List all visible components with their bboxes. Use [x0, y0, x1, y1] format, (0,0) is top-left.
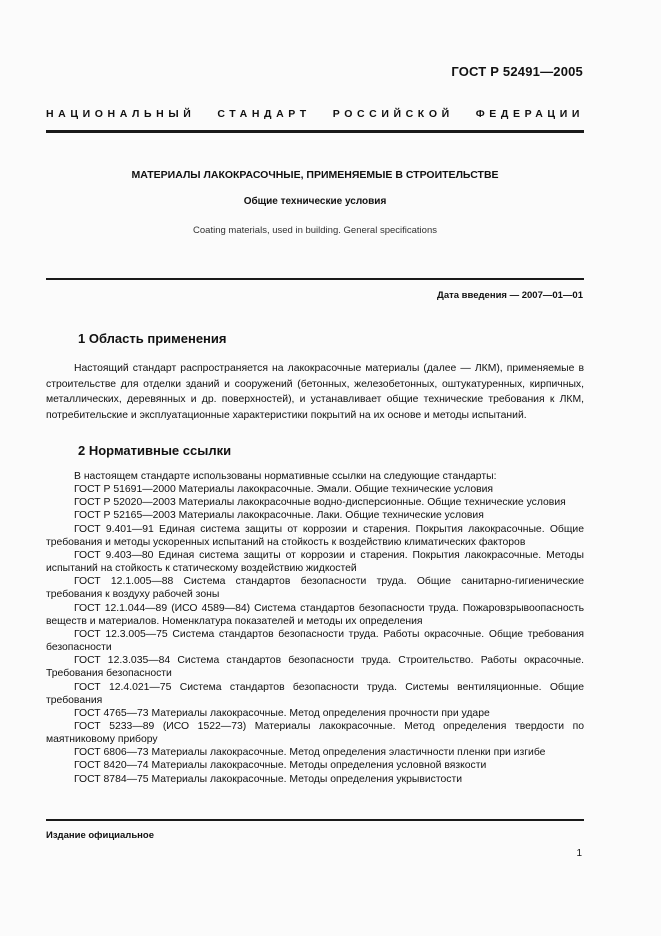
reference-item: ГОСТ 12.1.044—89 (ИСО 4589—84) Система стандартов безопасности труда. Пожаровзрывоопасность веществ и материалов. Номенклатура показателей и методы их определения — [46, 602, 584, 627]
section-1-text: Настоящий стандарт распространяется на лакокрасочные материалы (далее — ЛКМ), применяемые в строительстве для отделки зданий и сооружений (бетонных, железобетонных, оштукатуренных, кирпичных, металлических, деревянных и др. поверхностей), и устанавливает общие технические требования к ЛКМ, потребительские и эксплуатационные характеристики покрытий на их основе и методы испытаний. — [46, 363, 584, 421]
normative-references — [46, 470, 584, 786]
reference-item: ГОСТ 12.1.005—88 Система стандартов безопасности труда. Общие санитарно-гигиенические требования к воздуху рабочей зоны — [46, 576, 584, 601]
document-code: ГОСТ Р 52491—2005 — [451, 64, 583, 79]
reference-item: ГОСТ 4765—73 Материалы лакокрасочные. Метод определения прочности при ударе — [74, 707, 490, 719]
reference-item: ГОСТ 12.4.021—75 Система стандартов безопасности труда. Системы вентиляционные. Общие требования — [46, 681, 584, 706]
reference-item: ГОСТ 5233—89 (ИСО 1522—73) Материалы лакокрасочные. Метод определения твердости по маятниковому прибору — [46, 720, 584, 746]
introduction-date: Дата введения — 2007—01—01 — [437, 290, 583, 301]
reference-item: ГОСТ 9.401—91 Единая система защиты от коррозии и старения. Покрытия лакокрасочные. Общие требования и методы ускоренных испытаний на стойкость к воздействию климатических факторов — [46, 523, 584, 548]
document-title: МАТЕРИАЛЫ ЛАКОКРАСОЧНЫЕ, ПРИМЕНЯЕМЫЕ В СТРОИТЕЛЬСТВЕ — [131, 169, 499, 181]
footer-divider — [46, 819, 584, 821]
page-number: 1 — [576, 848, 582, 859]
references-intro: В настоящем стандарте использованы нормативные ссылки на следующие стандарты: — [74, 471, 497, 482]
reference-item: ГОСТ 6806—73 Материалы лакокрасочные. Метод определения эластичности пленки при изгибе — [74, 747, 546, 759]
header-divider — [46, 130, 584, 133]
section-2-heading: 2 Нормативные ссылки — [78, 443, 232, 458]
section-1-heading: 1 Область применения — [78, 331, 227, 346]
standard-banner: НАЦИОНАЛЬНЫЙ СТАНДАРТ РОССИЙСКОЙ ФЕДЕРАЦИИ — [46, 108, 584, 120]
reference-item: ГОСТ Р 52165—2003 Материалы лакокрасочные. Лаки. Общие технические условия — [74, 510, 484, 522]
title-divider — [46, 278, 584, 280]
reference-item: ГОСТ 8420—74 Материалы лакокрасочные. Методы определения условной вязкости — [74, 760, 487, 772]
reference-item: ГОСТ 12.3.005—75 Система стандартов безопасности труда. Работы окрасочные. Общие требования безопасности — [46, 628, 584, 654]
reference-item: ГОСТ Р 52020—2003 Материалы лакокрасочные водно-дисперсионные. Общие технические условия — [74, 497, 566, 509]
reference-item: ГОСТ 8784—75 Материалы лакокрасочные. Методы определения укрывистости — [74, 773, 463, 785]
english-title: Coating materials, used in building. General specifications — [193, 225, 437, 236]
document-subtitle: Общие технические условия — [243, 196, 387, 207]
reference-item: ГОСТ 12.3.035—84 Система стандартов безопасности труда. Строительство. Работы окрасочные. Требования безопасности — [46, 655, 584, 680]
reference-item: ГОСТ 9.403—80 Единая система защиты от коррозии и старения. Покрытия лакокрасочные. Методы испытаний на стойкость к статическому воздействию жидкостей — [46, 549, 584, 575]
reference-item: ГОСТ Р 51691—2000 Материалы лакокрасочные. Эмали. Общие технические условия — [74, 484, 494, 496]
edition-label: Издание официальное — [46, 830, 154, 841]
